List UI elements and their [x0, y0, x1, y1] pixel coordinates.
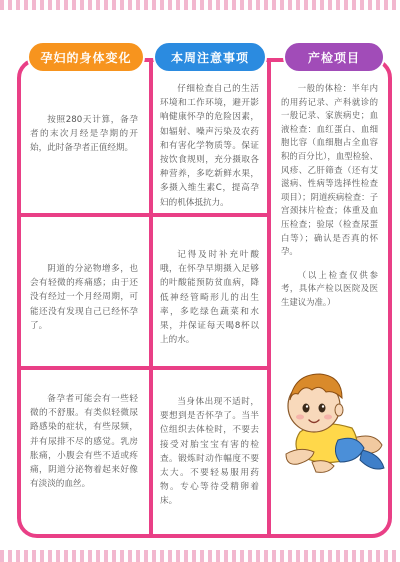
column-divider-1: [149, 58, 153, 534]
weekly-note-cell-2: 记得及时补充叶酸哦，在怀孕早期摄入足够的叶酸能预防贫血病，降低神经管畸形儿的出生率，多吃绿色蔬菜和水果，并保证每天喝8杯以上的水。: [160, 250, 259, 346]
header-body-changes: 孕妇的身体变化: [27, 41, 145, 73]
body-change-cell-1: 按照280天计算，备孕者的末次月经是孕期的开始，此时备孕者正值经期。: [30, 115, 138, 154]
weekly-note-cell-3: 当身体出现不适时，要想到是否怀孕了。当半位组织去体检时，不要去接受对胎宝宝有害的检查。锻炼时动作幅度不要太大。不要轻易服用药物。专心等待受精卵着床。: [160, 397, 259, 507]
row-divider-2: [17, 366, 267, 370]
weekly-note-cell-1: 仔细检查自己的生活环境和工作环境，避开影响健康怀孕的危险因素，如辐射、噪声污染及农药和有害化学物质等。保证按饮食规则，充分摄取各种营养，多吃新鲜水果，多摄入维生素C，提高孕妇的机体抵抗力。: [160, 84, 259, 208]
top-stripe-border: [0, 0, 400, 10]
cartoon-boy-illustration: [278, 370, 390, 480]
body-change-cell-2: 阴道的分泌物增多，也会有轻微的疼痛感；由于还没有经过一个月经周期，可能还没有发现自己已经怀孕了。: [30, 264, 138, 331]
body-change-cell-3: 备孕者可能会有一些轻微的不舒服。有类似轻微尿路感染的症状，有些尿频，并有尿排不尽的感觉。乳房胀痛，小腹会有些不适或疼痛，阴道分泌物着起来好像有淡淡的血丝。: [30, 394, 138, 490]
header-weekly-notes: 本周注意事项: [153, 41, 267, 73]
prenatal-content: 一般的体检：半年内的用药记录、产科就诊的一般记录、家族病史；血液检查：血红蛋白、血细胞比容（血细胞占全血容积的百分比），血型检验、风疹、乙肝筛查（还有艾滋病、性病等选择性检查项目）；阴道疾病检查：子宫颈抹片检查；体重及血压检查；验尿（检查尿蛋白等）；确认是否真的怀孕。: [281, 83, 378, 257]
prenatal-note: （以上检查仅供参考，具体产检以医院及医生建议为准。）: [281, 269, 378, 307]
bottom-stripe-border: [0, 550, 400, 562]
row-divider-1: [17, 213, 267, 217]
prenatal-items-cell: [281, 82, 378, 310]
header-prenatal-items: 产检项目: [283, 41, 385, 73]
column-divider-2: [267, 58, 271, 534]
